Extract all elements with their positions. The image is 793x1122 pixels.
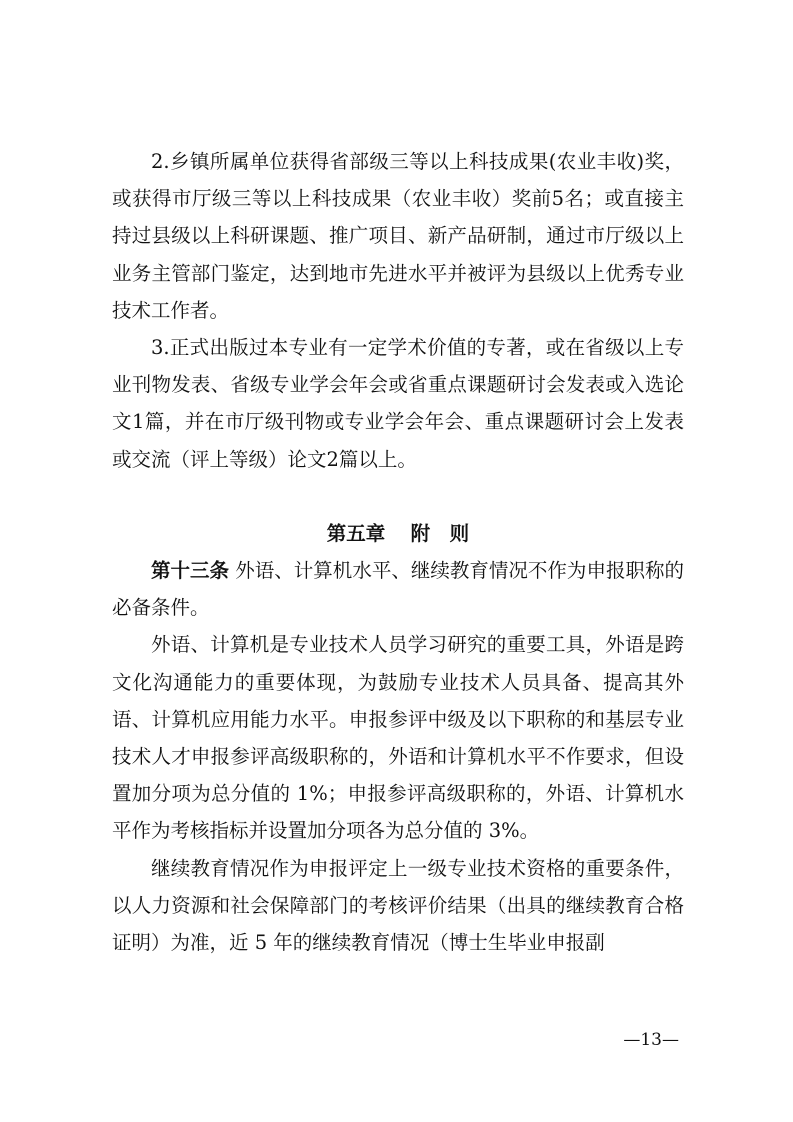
chapter-number: 第五章 xyxy=(326,521,386,545)
article-13-lead: 第十三条 xyxy=(151,559,230,583)
chapter-heading xyxy=(112,515,684,552)
page-number: —13— xyxy=(623,1030,679,1050)
chapter-title-char-1: 附 xyxy=(410,521,431,545)
article-13 xyxy=(112,552,684,626)
paragraph-language-computer: 外语、计算机是专业技术人员学习研究的重要工具，外语是跨文化沟通能力的重要体现，为鼓励专业技术人员具备、提高其外语、计算机应用能力水平。申报参评中级及以下职称的和基层专业技术人才申报参评高级职称的，外语和计算机水平不作要求，但设置加分项为总分值的 1%；申报参评高级职称的，外语、计算机水平作为考核指标并设置加分项各为总分值的 3%。 xyxy=(112,633,684,843)
chapter-title-char-2: 则 xyxy=(449,521,470,545)
article-13-text: 外语、计算机水平、继续教育情况不作为申报职称的必备条件。 xyxy=(112,559,684,620)
paragraph-item-3: 3.正式出版过本专业有一定学术价值的专著，或在省级以上专业刊物发表、省级专业学会年会或省重点课题研讨会发表或入选论文1篇，并在市厅级刊物或专业学会年会、重点课题研讨会上发表或交流（评上等级）论文2篇以上。 xyxy=(112,336,684,471)
document-page xyxy=(112,143,684,961)
paragraph-item-2: 2.乡镇所属单位获得省部级三等以上科技成果(农业丰收)奖，或获得市厅级三等以上科技成果（农业丰收）奖前5名；或直接主持过县级以上科研课题、推广项目、新产品研制，通过市厅级以上业务主管部门鉴定，达到地市先进水平并被评为县级以上优秀专业技术工作者。 xyxy=(112,150,684,322)
paragraph-continuing-education: 继续教育情况作为申报评定上一级专业技术资格的重要条件，以人力资源和社会保障部门的考核评价结果（出具的继续教育合格证明）为准，近 5 年的继续教育情况（博士生毕业申报副 xyxy=(112,856,684,955)
